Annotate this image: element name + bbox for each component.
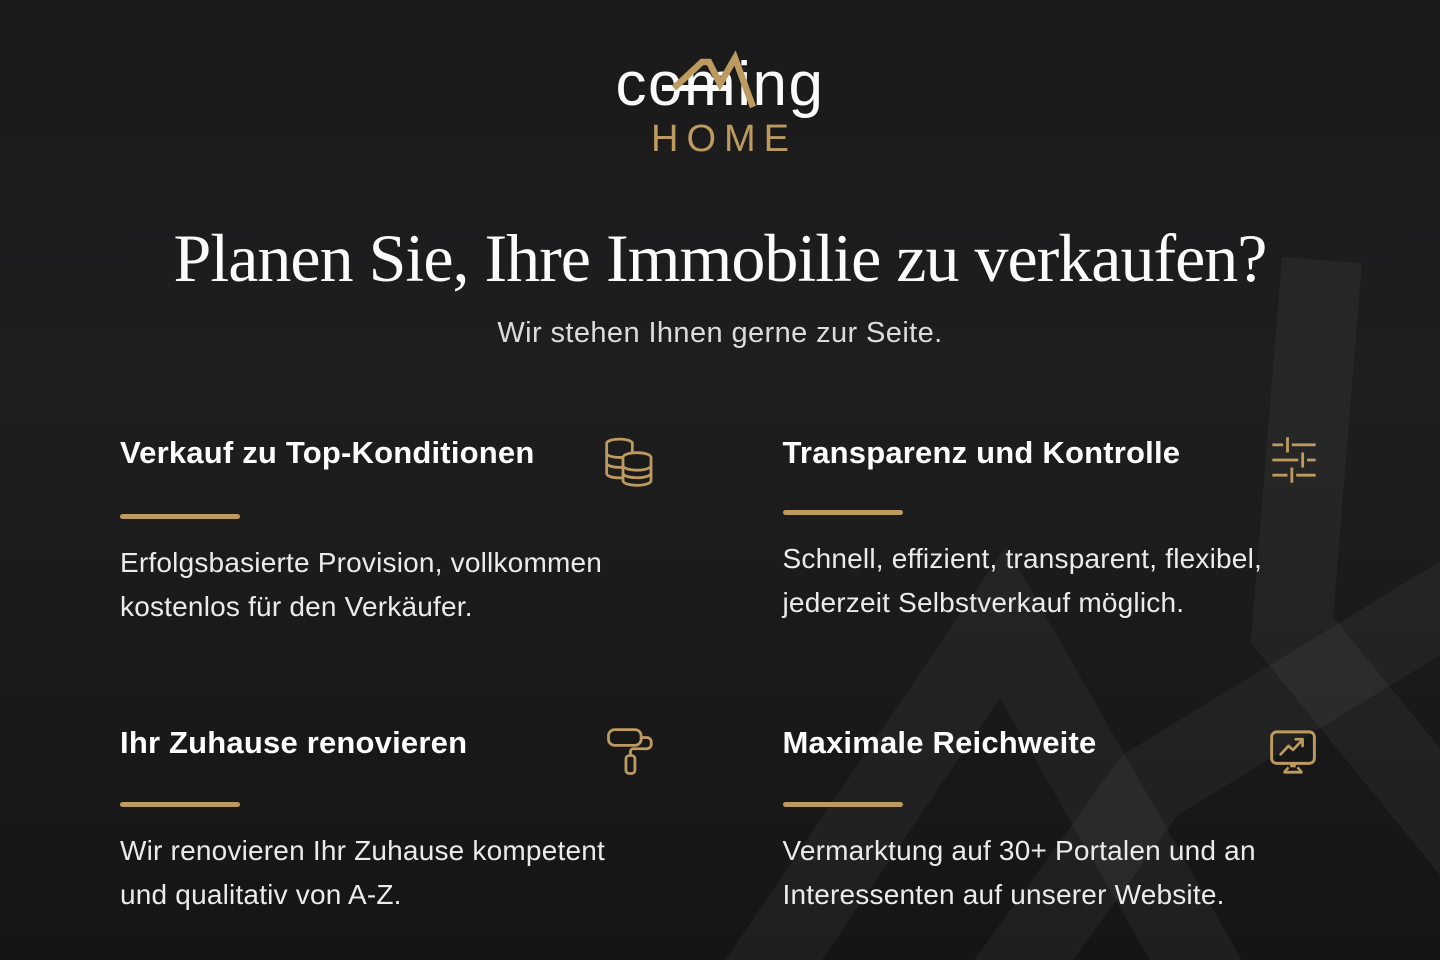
- feature-header: [783, 724, 1321, 778]
- feature-title: Maximale Reichweite: [782, 725, 1097, 761]
- sliders-icon: [1268, 434, 1320, 486]
- gold-underline: [783, 510, 903, 515]
- feature-description: Vermarktung auf 30+ Portalen und an Interessenten auf unserer Website.: [782, 835, 1256, 911]
- logo-letter-m: m: [684, 50, 738, 119]
- feature-transparenz: [783, 434, 1321, 629]
- feature-renovieren: [120, 724, 658, 917]
- feature-description: Erfolgsbasierte Provision, vollkommen kostenlos für den Verkäufer.: [120, 547, 603, 623]
- logo-home-label: HOME: [651, 118, 797, 160]
- brand-logo: [0, 50, 1440, 161]
- gold-underline: [120, 802, 240, 807]
- feature-header: [120, 434, 658, 490]
- feature-top-konditionen: [120, 434, 658, 629]
- feature-description: Schnell, effizient, transparent, flexibel, jederzeit Selbstverkauf möglich.: [782, 543, 1262, 619]
- feature-header: [120, 724, 658, 778]
- page-subtitle: Wir stehen Ihnen gerne zur Seite.: [497, 317, 943, 350]
- feature-title: Transparenz und Kontrolle: [782, 435, 1181, 471]
- logo-text-ing: ing: [737, 50, 825, 119]
- logo-text-co: co: [615, 50, 685, 119]
- feature-reichweite: [783, 724, 1321, 917]
- coins-icon: [602, 434, 658, 490]
- feature-header: [783, 434, 1321, 486]
- feature-grid: [0, 434, 1440, 917]
- feature-description: Wir renovieren Ihr Zuhause kompetent und qualitativ von A-Z.: [120, 835, 605, 911]
- logo-wordmark: [615, 50, 825, 119]
- gold-underline: [120, 514, 240, 519]
- feature-title: Verkauf zu Top-Konditionen: [120, 435, 535, 471]
- feature-title: Ihr Zuhause renovieren: [120, 725, 468, 761]
- monitor-growth-icon: [1266, 724, 1320, 778]
- paint-roller-icon: [604, 724, 658, 778]
- gold-underline: [783, 802, 903, 807]
- page-title: Planen Sie, Ihre Immobilie zu verkaufen?: [173, 220, 1267, 296]
